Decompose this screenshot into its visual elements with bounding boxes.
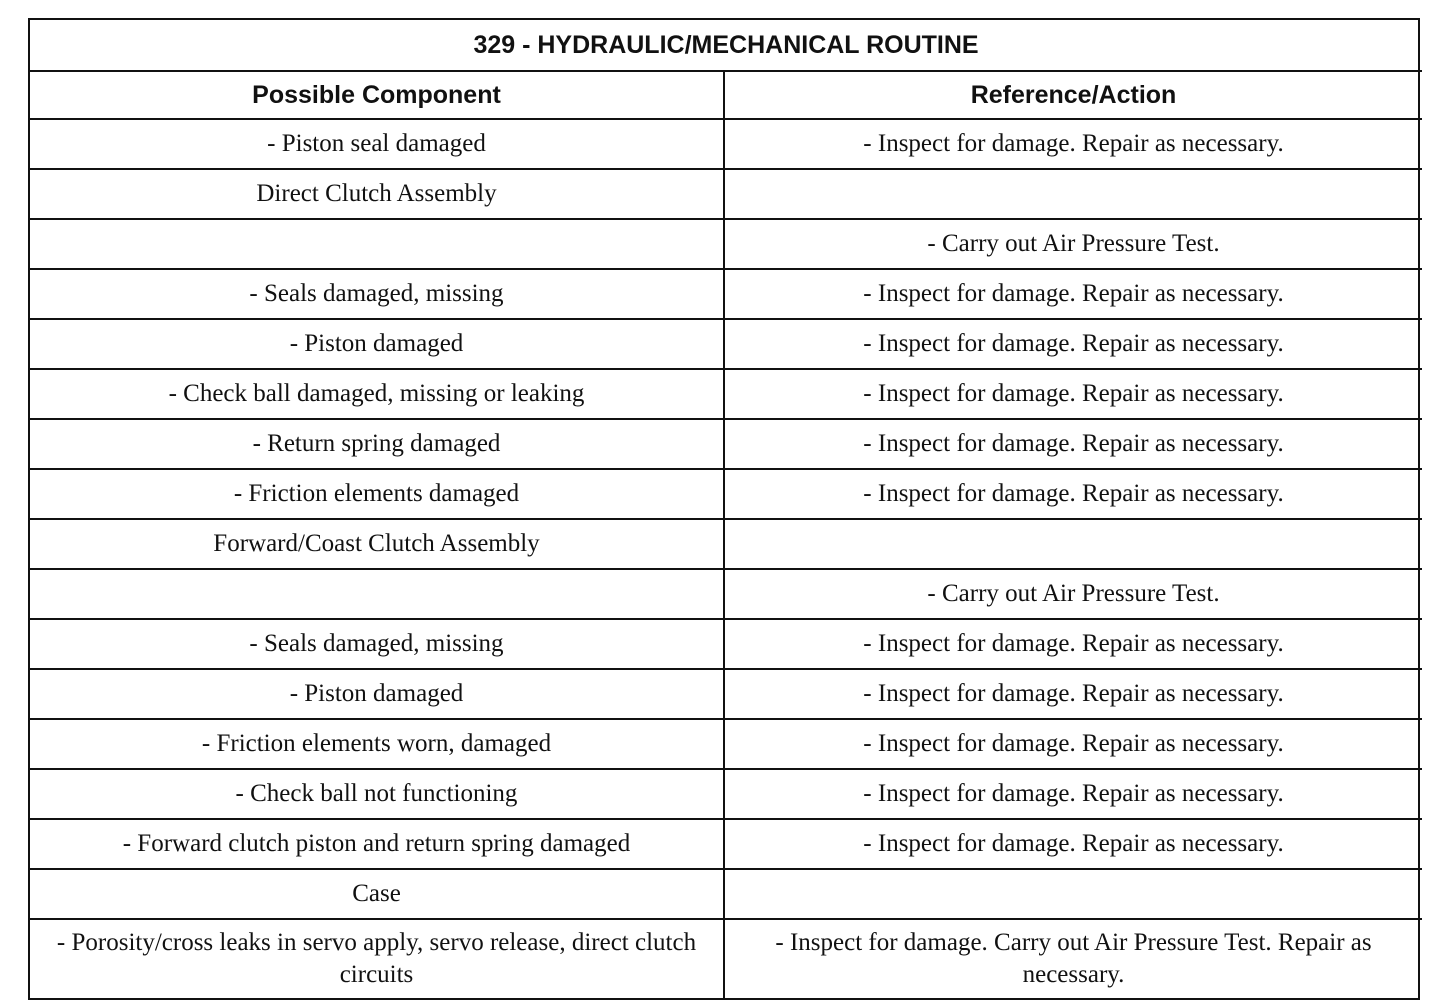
table-row [30, 869, 1422, 919]
component-cell: Forward/Coast Clutch Assembly [30, 519, 724, 569]
action-cell: - Inspect for damage. Repair as necessary. [724, 269, 1422, 319]
table-row [30, 919, 1422, 998]
title-row [30, 20, 1422, 71]
table-title: 329 - HYDRAULIC/MECHANICAL ROUTINE [30, 20, 1422, 71]
component-cell: - Piston damaged [30, 319, 724, 369]
table-row [30, 269, 1422, 319]
component-cell: Case [30, 869, 724, 919]
action-cell [724, 869, 1422, 919]
table-row [30, 469, 1422, 519]
action-cell [724, 169, 1422, 219]
component-cell: - Friction elements worn, damaged [30, 719, 724, 769]
action-cell: - Inspect for damage. Carry out Air Pressure Test. Repair as necessary. [724, 919, 1422, 998]
component-cell: - Seals damaged, missing [30, 269, 724, 319]
component-cell: - Check ball not functioning [30, 769, 724, 819]
routine-table [30, 20, 1422, 998]
table-row [30, 819, 1422, 869]
action-cell: - Inspect for damage. Repair as necessary. [724, 319, 1422, 369]
component-cell: - Piston damaged [30, 669, 724, 719]
action-cell: - Carry out Air Pressure Test. [724, 219, 1422, 269]
action-cell: - Inspect for damage. Repair as necessary. [724, 419, 1422, 469]
table-row [30, 619, 1422, 669]
action-cell: - Inspect for damage. Repair as necessary. [724, 469, 1422, 519]
table-row [30, 569, 1422, 619]
header-reference-action: Reference/Action [724, 71, 1422, 119]
routine-table-frame [28, 18, 1420, 1000]
action-cell [724, 519, 1422, 569]
action-cell: - Inspect for damage. Repair as necessary. [724, 369, 1422, 419]
action-cell: - Inspect for damage. Repair as necessary. [724, 719, 1422, 769]
table-row [30, 219, 1422, 269]
table-row [30, 719, 1422, 769]
header-row [30, 71, 1422, 119]
action-cell: - Inspect for damage. Repair as necessary. [724, 119, 1422, 169]
table-row [30, 169, 1422, 219]
component-cell: - Forward clutch piston and return spring damaged [30, 819, 724, 869]
header-possible-component: Possible Component [30, 71, 724, 119]
component-cell [30, 219, 724, 269]
table-row [30, 319, 1422, 369]
component-cell: - Piston seal damaged [30, 119, 724, 169]
table-row [30, 119, 1422, 169]
table-row [30, 419, 1422, 469]
component-cell [30, 569, 724, 619]
table-row [30, 769, 1422, 819]
component-cell: - Check ball damaged, missing or leaking [30, 369, 724, 419]
action-cell: - Inspect for damage. Repair as necessary. [724, 769, 1422, 819]
component-cell: - Porosity/cross leaks in servo apply, servo release, direct clutch circuits [30, 919, 724, 998]
component-cell: - Friction elements damaged [30, 469, 724, 519]
component-cell: - Return spring damaged [30, 419, 724, 469]
action-cell: - Inspect for damage. Repair as necessary. [724, 819, 1422, 869]
table-row [30, 369, 1422, 419]
table-row [30, 519, 1422, 569]
action-cell: - Carry out Air Pressure Test. [724, 569, 1422, 619]
action-cell: - Inspect for damage. Repair as necessary. [724, 619, 1422, 669]
component-cell: - Seals damaged, missing [30, 619, 724, 669]
table-row [30, 669, 1422, 719]
action-cell: - Inspect for damage. Repair as necessary. [724, 669, 1422, 719]
component-cell: Direct Clutch Assembly [30, 169, 724, 219]
